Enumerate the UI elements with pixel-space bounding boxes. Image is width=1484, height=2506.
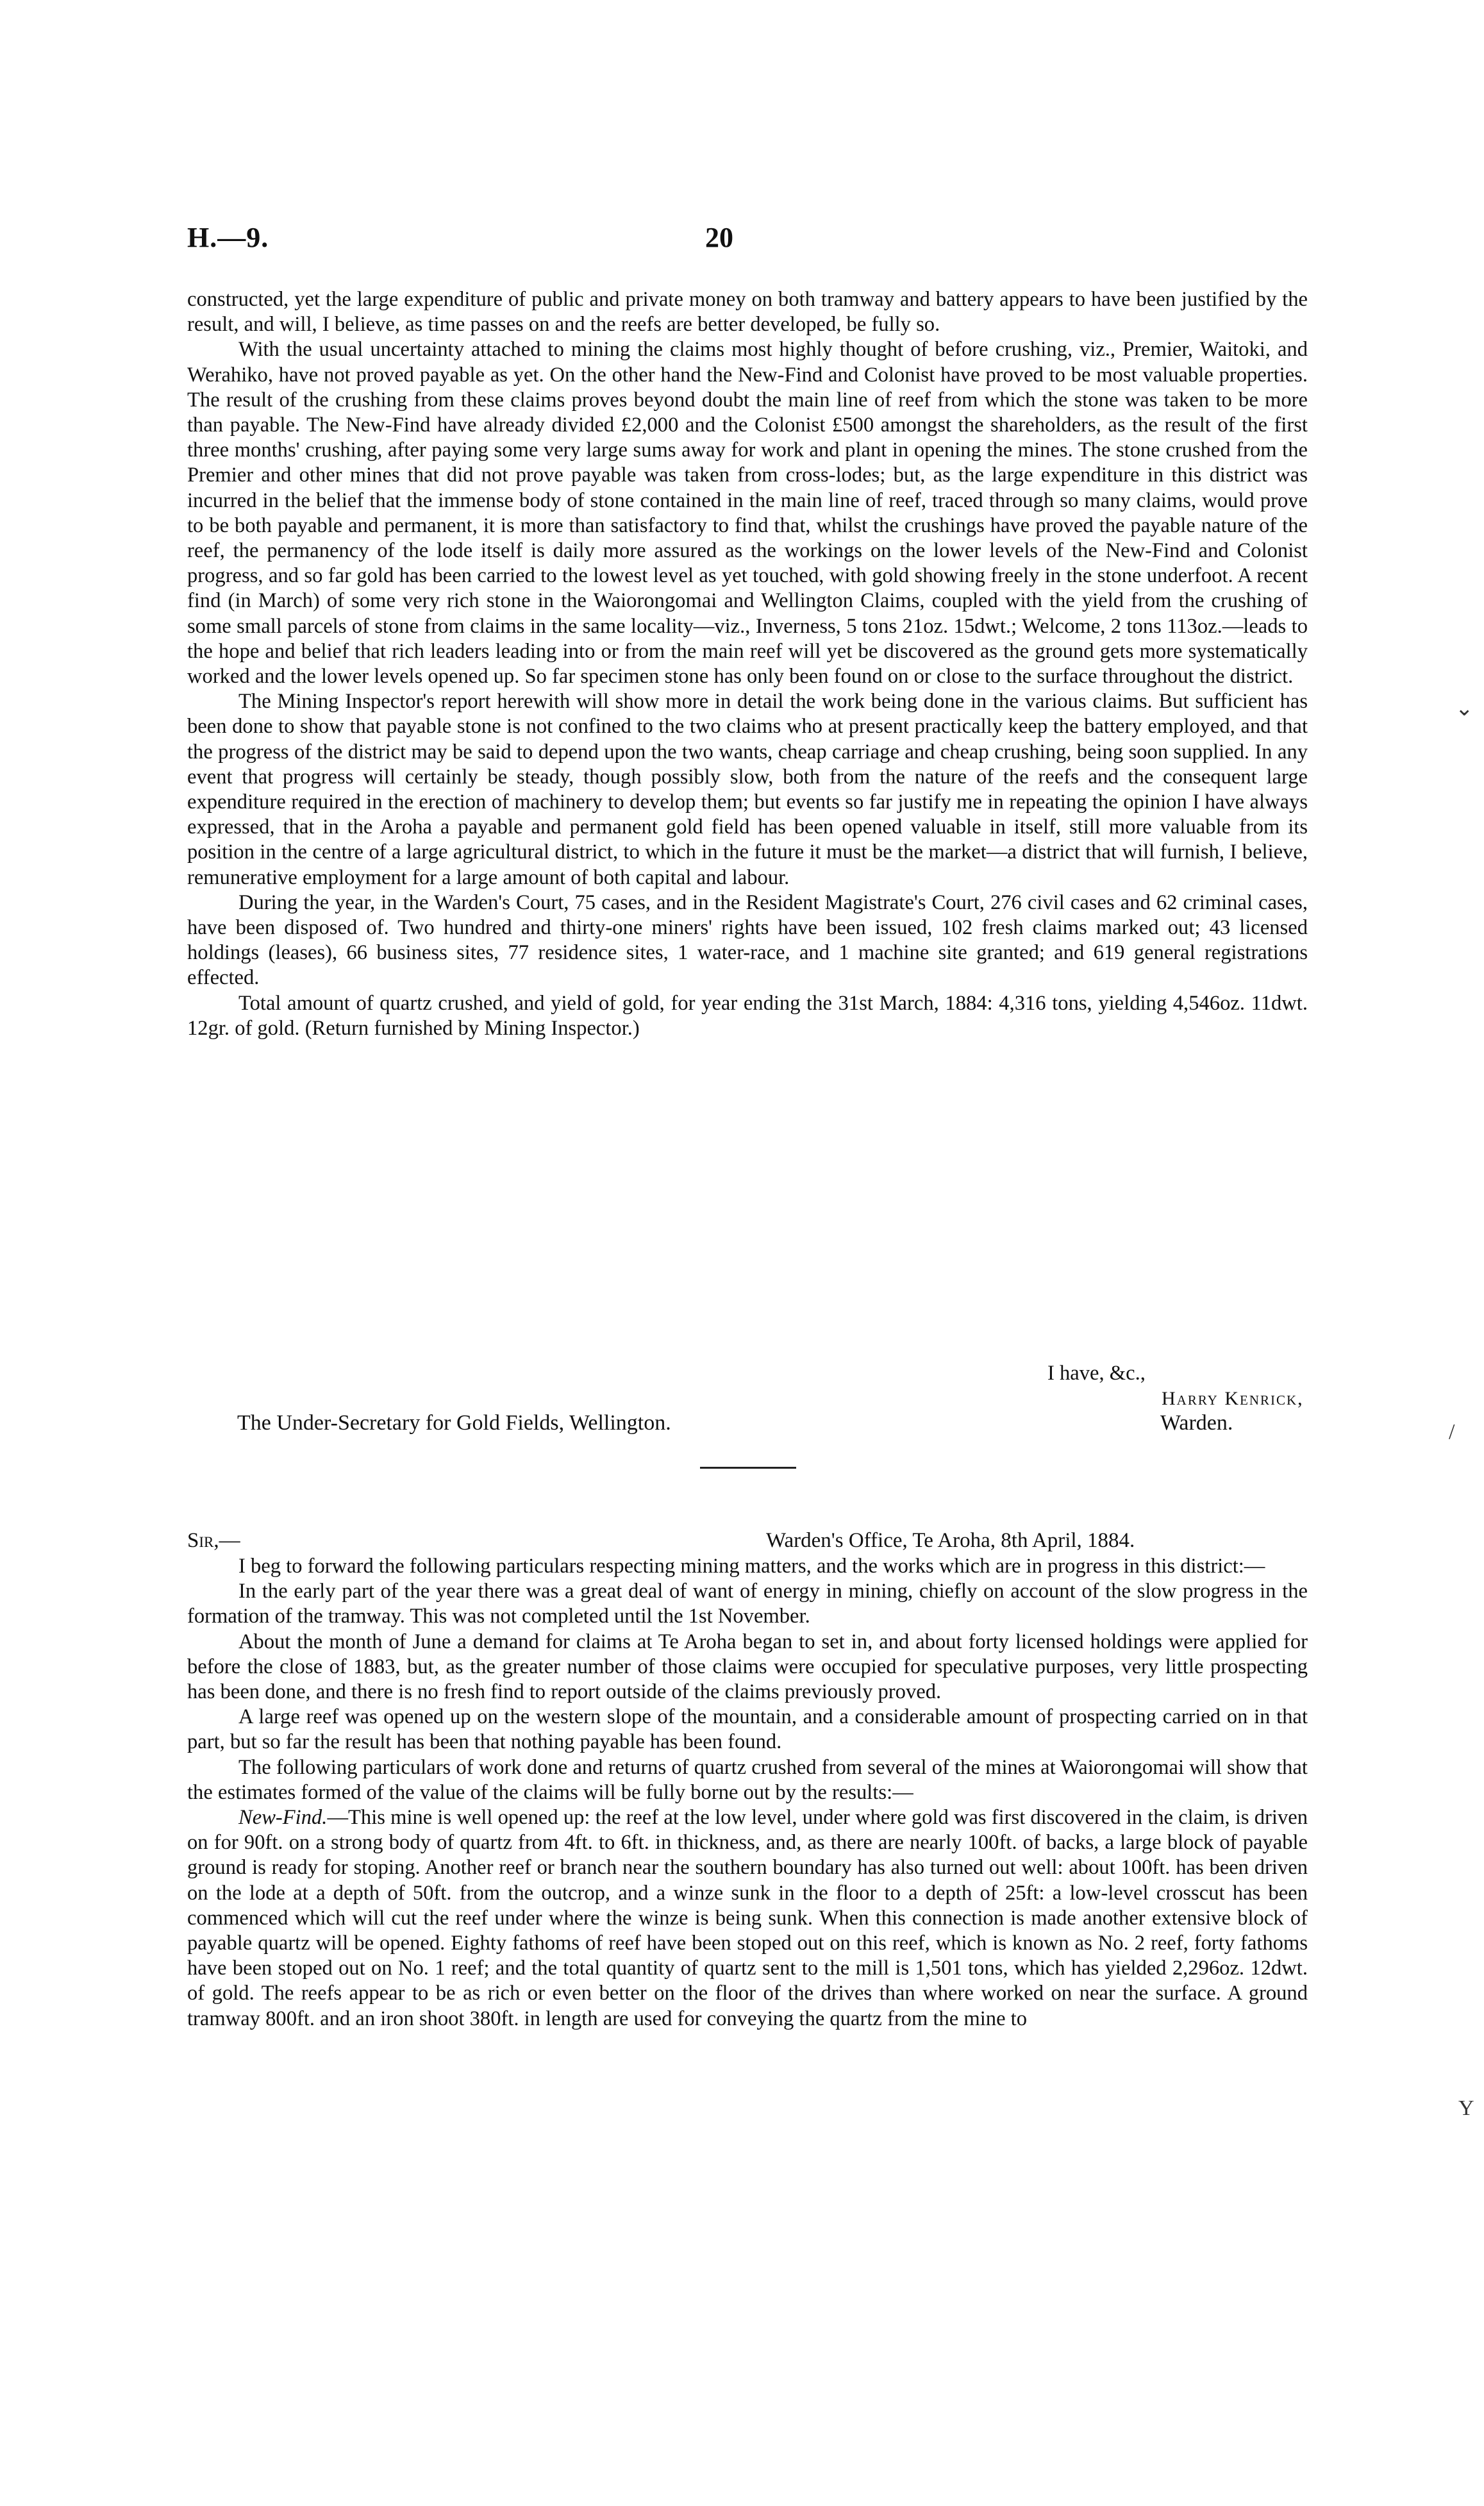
paragraph: constructed, yet the large expenditure of public and private money on both tramway and battery appears to have been justified by the result, and will, I believe, as time passes on and the reefs are better developed, be fully so. [187,288,1308,337]
paragraph: About the month of June a demand for claims at Te Aroha began to set in, and about forty licensed holdings were applied for before the close of 1883, but, as the greater number of those claims were occupied for speculative purposes, very little prospecting has been done, and there is no fresh find to report outside of the claims previously proved. [187,1630,1308,1704]
signer-title: Warden. [1160,1411,1233,1435]
margin-mark-icon: ⌄ [1455,697,1474,721]
section-divider [700,1467,796,1469]
section-1-body [187,287,1308,1041]
new-find-text: —This mine is well opened up: the reef at the low level, under where gold was first discovered in the claim, is driven on for 90ft. on a strong body of quartz from 4ft. to 6ft. in thickness, and, as there are nearly 100ft. of backs, a large block of payable ground is ready for stoping. Another reef or branch near the southern boundary has also turned out well: about 100ft. has been driven on the lode at a depth of 50ft. from the outcrop, and a winze sunk in the floor to a depth of 25ft: a low-level crosscut has been commenced which will cut the reef under where the winze is being sunk. When this connection is made another extensive block of payable quartz will be opened. Eighty fathoms of reef have been stoped out on this reef, which is known as No. 2 reef, forty fathoms have been stoped out on No. 1 reef; and the total quantity of quartz sent to the mill is 1,501 tons, which has yielded 2,296oz. 12dwt. of gold. The reefs appear to be as rich or even better on the floor of the drives than where worked on near the surface. A ground tramway 800ft. and an iron shoot 380ft. in length are used for conveying the quartz from the mine to [187,1806,1308,2030]
paragraph: I beg to forward the following particulars respecting mining matters, and the works which are in progress in this district:— [238,1555,1265,1578]
page-header [0,221,1484,266]
recipient: The Under-Secretary for Gold Fields, Wellington. [237,1411,671,1435]
closing: I have, &c., [1047,1362,1146,1385]
paragraph: The Mining Inspector's report herewith will show more in detail the work being done in the various claims. But sufficient has been done to show that payable stone is not confined to the two claims who at present practically keep the battery employed, and that the progress of the district may be said to depend upon the two wants, cheap carriage and cheap crushing, being soon supplied. In any event that progress will certainly be steady, though possibly slow, both from the nature of the reefs and the consequent large expenditure required in the erection of machinery to develop them; but events so far justify me in repeating the opinion I have always expressed, that in the Aroha a payable and permanent gold field has been opened valuable in itself, still more valuable from its position in the centre of a large agricultural district, to which in the future it must be the market—a district that will furnish, I believe, remunerative employment for a large amount of both capital and labour. [187,690,1308,889]
paragraph: With the usual uncertainty attached to mining the claims most highly thought of before crushing, viz., Premier, Waitoki, and Werahiko, have not proved payable as yet. On the other hand the New-Find and Colonist have proved to be most valuable properties. The result of the crushing from these claims proves beyond doubt the main line of reef from which the stone was taken to be more than payable. The New-Find have already divided £2,000 and the Colonist £500 amongst the shareholders, as the result of the first three months' crushing, after paying some very large sums away for work and plant in opening the mines. The stone crushed from the Premier and other mines that did not prove payable was taken from cross-lodes; but, as the large expenditure in this district was incurred in the belief that the immense body of stone contained in the main line of reef, traced through so many claims, would prove to be both payable and permanent, it is more than satisfactory to find that, whilst the crushings have proved the payable nature of the reef, the permanency of the lode itself is daily more assured as the workings on the lower levels of the New-Find and Colonist progress, and so far gold has been carried to the lowest level as yet touched, with gold showing freely in the stone underfoot. A recent find (in March) of some very rich stone in the Waiorongomai and Wellington Claims, coupled with the yield from the crushing of some small parcels of stone from claims in the same locality—viz., Inverness, 5 tons 21oz. 15dwt.; Welcome, 2 tons 113oz.—leads to the hope and belief that rich leaders leading into or from the main reef will yet be discovered as the ground gets more systematically worked and the lower levels opened up. So far specimen stone has only been found on or close to the surface throughout the district. [187,338,1308,689]
signer-name: Harry Kenrick, [1162,1388,1304,1409]
document-reference: H.—9. [187,222,269,253]
margin-mark-icon: / [1449,1420,1455,1444]
paragraph: The following particulars of work done and returns of quartz crushed from several of the mines at Waiorongomai will show that the estimates formed of the value of the claims will be fully borne out by the results:— [187,1755,1308,1804]
dateline: Warden's Office, Te Aroha, 8th April, 1884. [766,1529,1135,1552]
paragraph: During the year, in the Warden's Court, 75 cases, and in the Resident Magistrate's Court, 276 civil cases and 62 criminal cases, have been disposed of. Two hundred and thirty-one miners' rights have been issued, 102 fresh claims marked out; 43 licensed holdings (leases), 66 business sites, 77 residence sites, 1 water-race, and 1 machine site granted; and 619 general registrations effected. [187,890,1308,990]
paragraph: Total amount of quartz crushed, and yield of gold, for year ending the 31st March, 1884: 4,316 tons, yielding 4,546oz. 11dwt. 12gr. of gold. (Return furnished by Mining Inspector.) [187,991,1308,1040]
new-find-label: New-Find. [238,1806,328,1830]
margin-mark-icon: Y [1458,2096,1474,2120]
paragraph: In the early part of the year there was a great deal of want of energy in mining, chiefly on account of the slow progress in the formation of the tramway. This was not completed until the 1st November. [187,1580,1308,1628]
salutation: Sir,— [187,1529,240,1552]
paragraph-new-find [187,1805,1308,2032]
paragraph: A large reef was opened up on the western slope of the mountain, and a considerable amount of prospecting carried on in that part, but so far the result has been that nothing payable has been found. [187,1705,1308,1754]
section-2-body [187,1554,1308,2032]
page-number: 20 [705,222,733,253]
